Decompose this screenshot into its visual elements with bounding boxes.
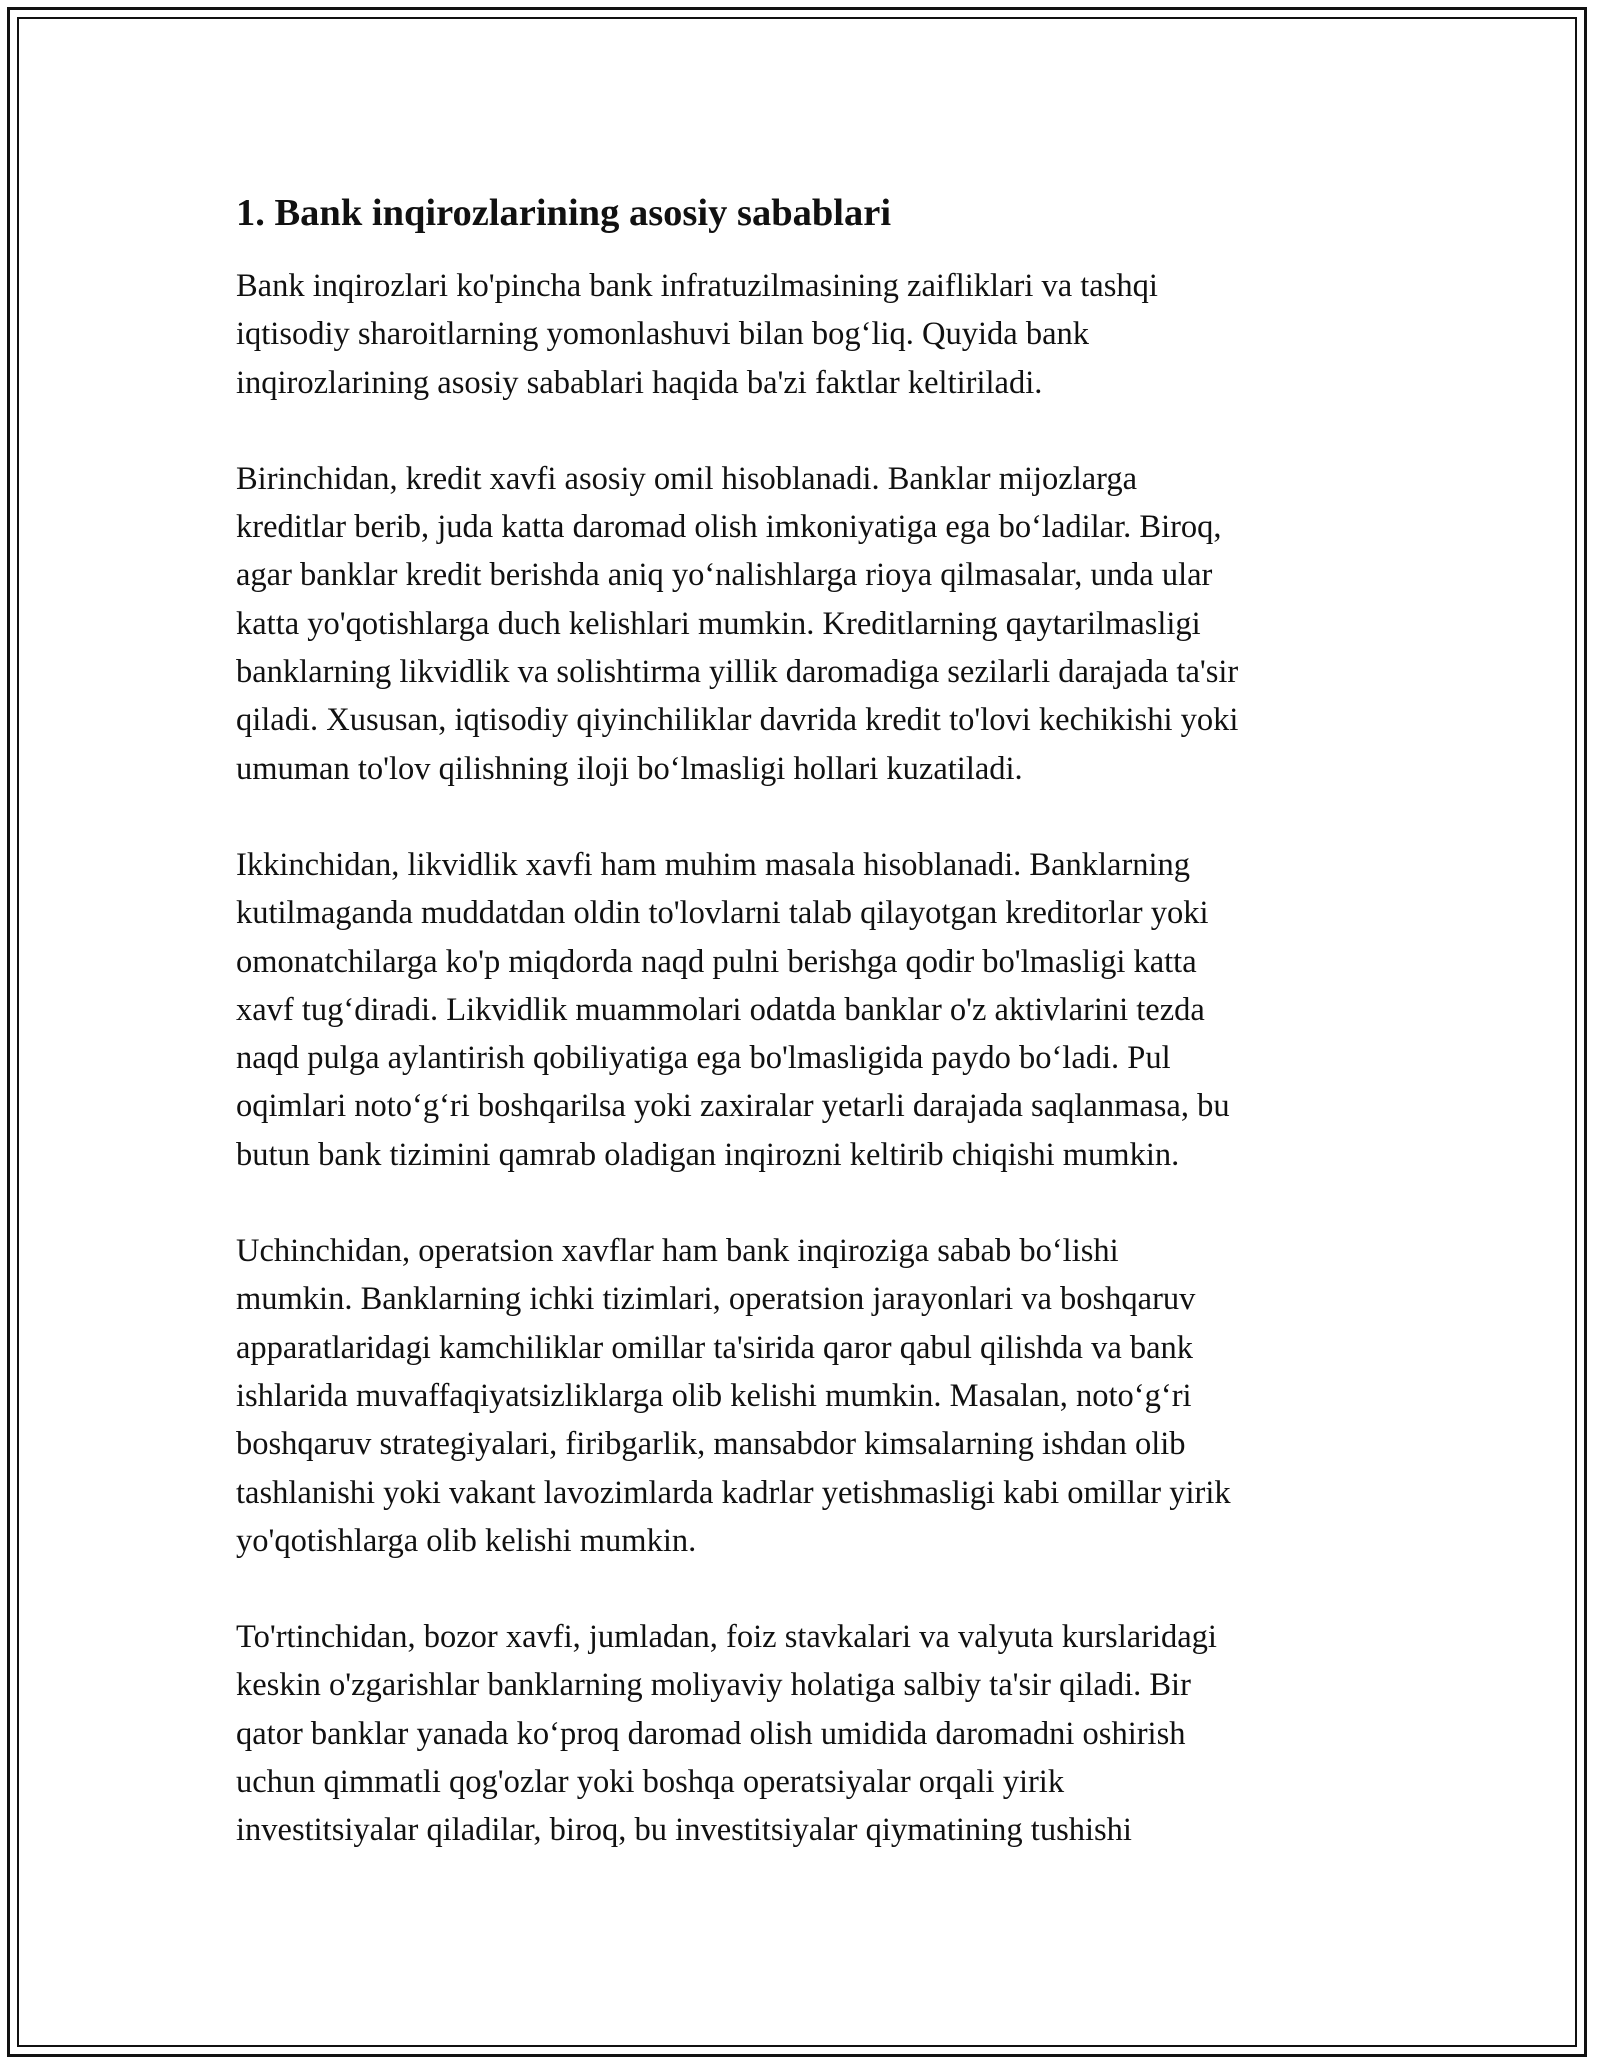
paragraph-operational-risk	[236, 1227, 1376, 1565]
text-line: katta yo'qotishlarga duch kelishlari mumkin. Kreditlarning qaytarilmasligi	[236, 605, 1201, 642]
paragraph-liquidity-risk	[236, 841, 1376, 1179]
text-line: banklarning likvidlik va solishtirma yillik daromadiga sezilarli darajada ta'sir	[236, 654, 1239, 691]
text-line: butun bank tizimini qamrab oladigan inqirozni keltirib chiqishi mumkin.	[236, 1136, 1180, 1173]
text-line: qator banklar yanada ko‘proq daromad olish umidida daromadni oshirish	[236, 1715, 1186, 1752]
text-line: Birinchidan, kredit xavfi asosiy omil hisoblanadi. Banklar mijozlarga	[236, 460, 1138, 497]
paragraph-intro	[236, 262, 1376, 407]
text-line: naqd pulga aylantirish qobiliyatiga ega bo'lmasligida paydo bo‘ladi. Pul	[236, 1040, 1171, 1077]
text-line: qiladi. Xususan, iqtisodiy qiyinchiliklar davrida kredit to'lovi kechikishi yoki	[236, 702, 1239, 739]
text-line: keskin o'zgarishlar banklarning moliyaviy holatiga salbiy ta'sir qiladi. Bir	[236, 1667, 1191, 1704]
text-line: inqirozlarining asosiy sabablari haqida ba'zi faktlar keltiriladi.	[236, 364, 1043, 401]
text-line: kutilmaganda muddatdan oldin to'lovlarni talab qilayotgan kreditorlar yoki	[236, 895, 1209, 932]
text-line: Ikkinchidan, likvidlik xavfi ham muhim masala hisoblanadi. Banklarning	[236, 846, 1191, 883]
text-line: agar banklar kredit berishda aniq yo‘nalishlarga rioya qilmasalar, unda ular	[236, 557, 1213, 594]
text-line: xavf tug‘diradi. Likvidlik muammolari odatda banklar o'z aktivlarini tezda	[236, 991, 1205, 1028]
text-line: Uchinchidan, operatsion xavflar ham bank inqiroziga sabab bo‘lishi	[236, 1233, 1119, 1270]
text-line: ishlarida muvaffaqiyatsizliklarga olib kelishi mumkin. Masalan, noto‘g‘ri	[236, 1377, 1192, 1414]
text-line: tashlanishi yoki vakant lavozimlarda kadrlar yetishmasligi kabi omillar yirik	[236, 1474, 1231, 1511]
paragraph-credit-risk	[236, 455, 1376, 793]
text-line: boshqaruv strategiyalari, firibgarlik, mansabdor kimsalarning ishdan olib	[236, 1426, 1186, 1463]
text-line: kreditlar berib, juda katta daromad olish imkoniyatiga ega bo‘ladilar. Biroq,	[236, 509, 1222, 546]
text-line: umuman to'lov qilishning iloji bo‘lmasligi hollari kuzatiladi.	[236, 750, 1023, 787]
text-line: oqimlari noto‘g‘ri boshqarilsa yoki zaxiralar yetarli darajada saqlanmasa, bu	[236, 1088, 1230, 1125]
text-line: To'rtinchidan, bozor xavfi, jumladan, foiz stavkalari va valyuta kurslaridagi	[236, 1619, 1217, 1656]
text-line: iqtisodiy sharoitlarning yomonlashuvi bilan bog‘liq. Quyida bank	[236, 316, 1090, 353]
text-line: Bank inqirozlari ko'pincha bank infratuzilmasining zaifliklari va tashqi	[236, 268, 1158, 304]
paragraph-market-risk	[236, 1613, 1376, 1854]
text-line: mumkin. Banklarning ichki tizimlari, operatsion jarayonlari va boshqaruv	[236, 1281, 1196, 1318]
text-line: omonatchilarga ko'p miqdorda naqd pulni berishga qodir bo'lmasligi katta	[236, 943, 1197, 980]
text-line: yo'qotishlarga olib kelishi mumkin.	[236, 1522, 697, 1559]
document-body	[236, 188, 1376, 1903]
text-line: uchun qimmatli qog'ozlar yoki boshqa operatsiyalar orqali yirik	[236, 1764, 1065, 1801]
text-line: apparatlaridagi kamchiliklar omillar ta'sirida qaror qabul qilishda va bank	[236, 1329, 1194, 1366]
text-line: investitsiyalar qiladilar, biroq, bu investitsiyalar qiymatining tushishi	[236, 1812, 1132, 1849]
section-heading: 1. Bank inqirozlarining asosiy sabablari	[236, 192, 892, 234]
